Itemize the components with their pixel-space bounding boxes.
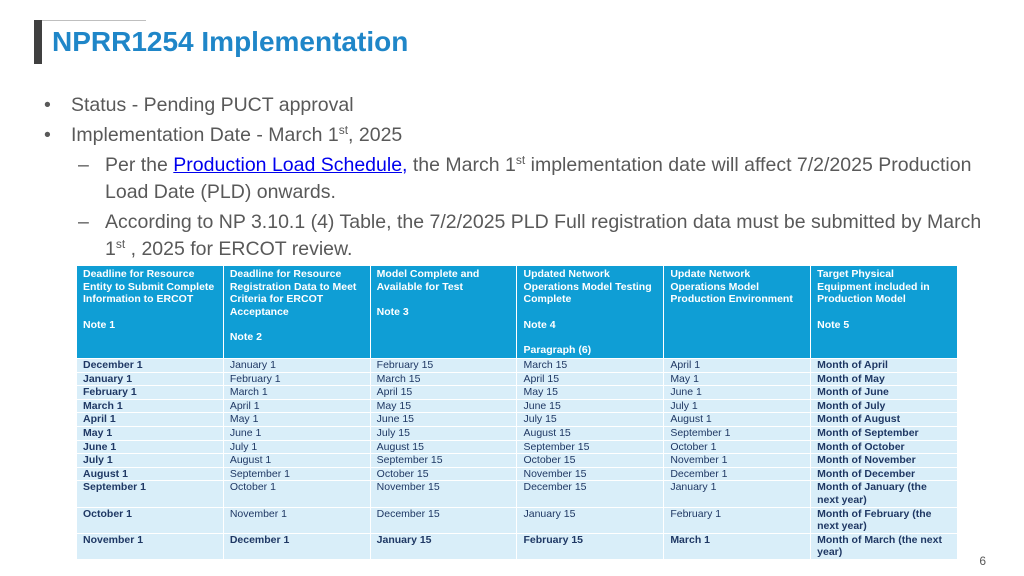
table-cell: July 15 [370,426,517,440]
schedule-table [76,265,958,560]
table-cell: February 1 [223,372,370,386]
table-header-cell: Model Complete and Available for Test Note 3 [370,266,517,359]
table-row [77,533,958,559]
table-cell: April 1 [664,358,811,372]
table-row [77,467,958,481]
table-cell: September 1 [77,481,224,507]
table-cell: March 1 [77,399,224,413]
table-cell: May 1 [223,413,370,427]
table-cell: October 1 [77,507,224,533]
sub-bullet-production-load-text: Per the Production Load Schedule, the March 1st implementation date will affect 7/2/2025 Production Load Date (PLD) onwards. [105,153,972,203]
sub-bullet-np-table [44,209,984,263]
table-cell: July 1 [664,399,811,413]
table-row [77,358,958,372]
sub-bullet-dash: – [78,154,89,176]
table-cell: July 15 [517,413,664,427]
table-row [77,507,958,533]
table-cell: January 1 [223,358,370,372]
table-cell: April 1 [223,399,370,413]
bullet-implementation-date [44,122,984,149]
table-cell: June 1 [664,386,811,400]
table-cell: October 1 [223,481,370,507]
table-cell: February 15 [517,533,664,559]
table-cell: June 1 [223,426,370,440]
bullet-status-text: Status - Pending PUCT approval [71,94,354,116]
table-cell: Month of September [811,426,958,440]
table-cell: Month of May [811,372,958,386]
table-header-cell: Target Physical Equipment included in Production Model Note 5 [811,266,958,359]
table-cell: January 1 [77,372,224,386]
table-header-cell: Deadline for Resource Registration Data to Meet Criteria for ERCOT Acceptance Note 2 [223,266,370,359]
table-cell: August 1 [223,454,370,468]
table-cell: February 1 [77,386,224,400]
table-cell: April 1 [77,413,224,427]
table-cell: Month of July [811,399,958,413]
table-row [77,372,958,386]
table-cell: May 15 [370,399,517,413]
bullet-list [44,92,984,266]
table-cell: June 1 [77,440,224,454]
table-row [77,413,958,427]
sub-bullet-np-table-text: According to NP 3.10.1 (4) Table, the 7/2/2025 PLD Full registration data must be submitted by March 1st , 2025 for ERCOT review. [105,211,982,260]
bullet-status [44,92,984,119]
table-cell: February 1 [664,507,811,533]
table-cell: May 1 [664,372,811,386]
production-load-schedule-link[interactable]: Production Load Schedule, [173,154,408,176]
table-cell: Month of February (the next year) [811,507,958,533]
table-cell: August 1 [664,413,811,427]
table-cell: January 15 [370,533,517,559]
table-row [77,386,958,400]
bullet-dot: • [44,94,51,116]
table-cell: August 1 [77,467,224,481]
table-header-cell: Update Network Operations Model Production Environment [664,266,811,359]
table-row [77,399,958,413]
page-number: 6 [979,554,986,568]
table-cell: September 15 [370,454,517,468]
table-cell: January 1 [664,481,811,507]
table-cell: Month of April [811,358,958,372]
table-row [77,481,958,507]
table-cell: Month of March (the next year) [811,533,958,559]
table-cell: Month of August [811,413,958,427]
table-cell: November 1 [77,533,224,559]
table-cell: October 15 [370,467,517,481]
table-header-cell: Deadline for Resource Entity to Submit Complete Information to ERCOT Note 1 [77,266,224,359]
slide-title: NPRR1254 Implementation [52,26,409,57]
table-cell: December 1 [77,358,224,372]
sub-bullet-production-load [44,152,984,206]
table-cell: December 1 [664,467,811,481]
title-rule [42,20,146,21]
table-cell: October 15 [517,454,664,468]
sub-bullet-dash: – [78,211,89,233]
table-cell: Month of October [811,440,958,454]
table-cell: June 15 [517,399,664,413]
table-header-cell: Updated Network Operations Model Testing Complete Note 4 Paragraph (6) [517,266,664,359]
table-cell: March 1 [664,533,811,559]
title-accent-bar [34,20,42,64]
table-cell: March 1 [223,386,370,400]
table-cell: November 1 [223,507,370,533]
table-row [77,454,958,468]
table-cell: April 15 [370,386,517,400]
table-cell: March 15 [517,358,664,372]
table-cell: April 15 [517,372,664,386]
table-cell: Month of June [811,386,958,400]
table-cell: May 1 [77,426,224,440]
table-cell: Month of January (the next year) [811,481,958,507]
table-cell: December 1 [223,533,370,559]
table-cell: November 15 [370,481,517,507]
table-cell: July 1 [77,454,224,468]
table-cell: June 15 [370,413,517,427]
table-cell: January 15 [517,507,664,533]
table-cell: October 1 [664,440,811,454]
table-cell: November 15 [517,467,664,481]
table-row [77,440,958,454]
table-row [77,426,958,440]
table-cell: Month of November [811,454,958,468]
table-cell: May 15 [517,386,664,400]
table-cell: September 15 [517,440,664,454]
table-header-row [77,266,958,359]
table-cell: August 15 [370,440,517,454]
table-cell: July 1 [223,440,370,454]
table-cell: November 1 [664,454,811,468]
table-cell: March 15 [370,372,517,386]
bullet-dot: • [44,124,51,146]
table-cell: Month of December [811,467,958,481]
table-cell: December 15 [517,481,664,507]
table-cell: December 15 [370,507,517,533]
table-cell: September 1 [664,426,811,440]
table-cell: February 15 [370,358,517,372]
table-cell: August 15 [517,426,664,440]
bullet-implementation-text: Implementation Date - March 1st, 2025 [71,123,403,146]
table-cell: September 1 [223,467,370,481]
